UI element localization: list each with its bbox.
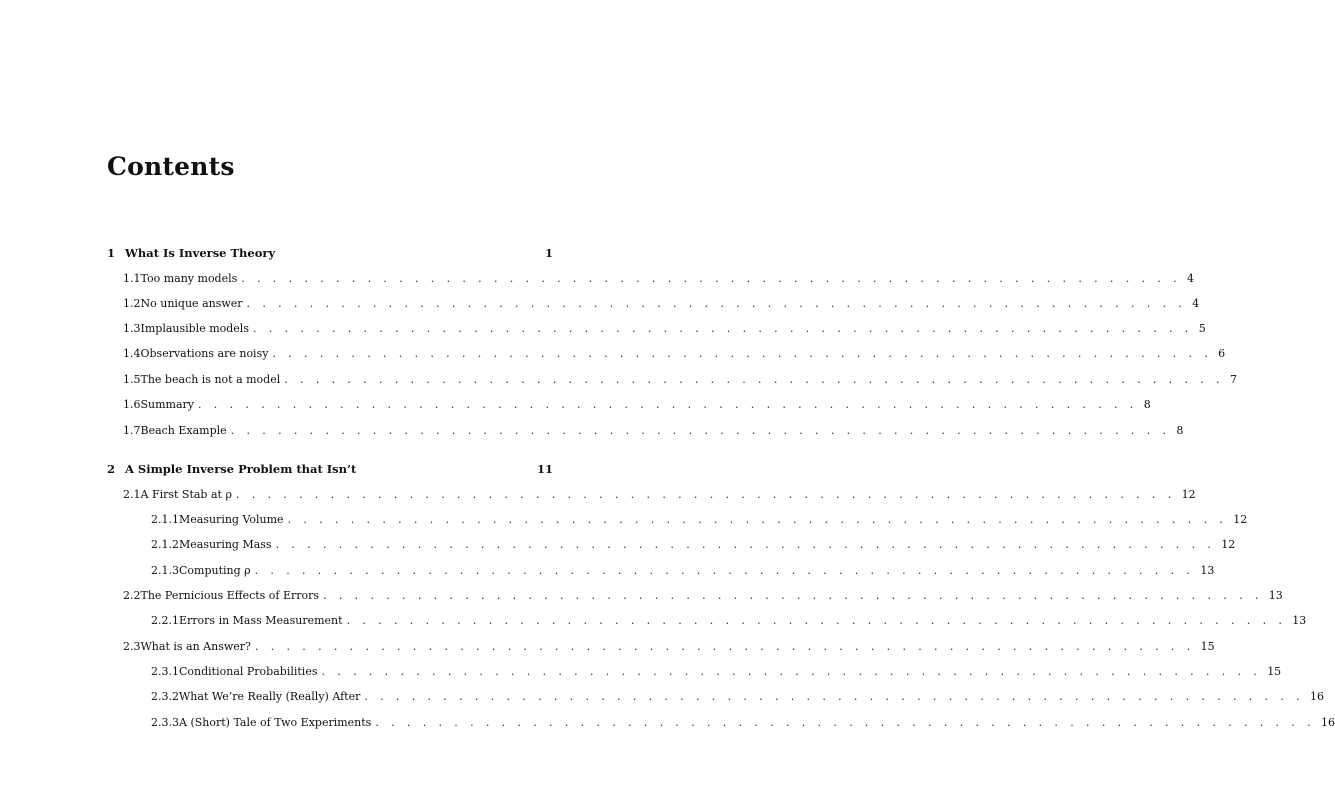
toc-entry-number: 2.3.2: [151, 690, 179, 703]
toc-leader-dots: . . . . . . . . . . . . . . . . . . . . . . . . . . . . . . . . . . . . . . . . . . . . . . . . . . . . . . . . . . . .: [246, 297, 1187, 310]
toc-entry-page-number: 6: [1218, 347, 1226, 360]
toc-entry-page-number: 12: [1181, 488, 1196, 501]
toc-chapter-entry[interactable]: [107, 461, 553, 477]
toc-leader-dots: . . . . . . . . . . . . . . . . . . . . . . . . . . . . . . . . . . . . . . . . . . . . . . . . . . . . . . . . . . . .: [287, 513, 1228, 526]
toc-entry-page-number: 4: [1192, 297, 1200, 310]
toc-leader-dots: . . . . . . . . . . . . . . . . . . . . . . . . . . . . . . . . . . . . . . . . . . . . . . . . . . . . . . . . . . . .: [254, 564, 1195, 577]
toc-entry-page-number: 15: [1267, 665, 1282, 678]
toc-subsection-entry[interactable]: [151, 613, 1307, 629]
toc-entry-title: What Is Inverse Theory: [125, 246, 276, 260]
toc-entry-number: 1: [107, 246, 116, 260]
toc-entry-title: The Pernicious Effects of Errors: [140, 589, 320, 602]
toc-entry-title: What We’re Really (Really) After: [179, 690, 361, 703]
toc-entry-page-number: 13: [1268, 589, 1283, 602]
toc-entry-number: 2.3: [123, 640, 141, 653]
toc-subsection-entry[interactable]: [151, 689, 1325, 705]
toc-entry-title: Conditional Probabilities: [179, 665, 318, 678]
toc-entry-title: A First Stab at ρ: [140, 488, 232, 501]
toc-section-entry[interactable]: [123, 271, 1194, 287]
toc-entry-page-number: 8: [1143, 398, 1151, 411]
toc-entry-title: What is an Answer?: [140, 640, 251, 653]
toc-entry-title: No unique answer: [140, 297, 243, 310]
toc-section-entry[interactable]: [123, 423, 1184, 439]
toc-entry-number: 2.1: [123, 488, 141, 501]
toc-entry-number: 2: [107, 462, 116, 476]
toc-subsection-entry[interactable]: [151, 512, 1248, 528]
toc-entry-page-number: 16: [1321, 716, 1335, 729]
toc-entry-page-number: 8: [1176, 424, 1184, 437]
toc-leader-dots: . . . . . . . . . . . . . . . . . . . . . . . . . . . . . . . . . . . . . . . . . . . . . . . . . . . . . . . . . . . .: [198, 398, 1138, 411]
toc-entry-title: Too many models: [140, 272, 238, 285]
toc-entry-title: A (Short) Tale of Two Experiments: [179, 716, 372, 729]
toc-entry-title: The beach is not a model: [140, 373, 281, 386]
toc-entry-title: Beach Example: [140, 424, 227, 437]
toc-subsection-entry[interactable]: [151, 664, 1282, 680]
toc-entry-title: Implausible models: [140, 322, 249, 335]
toc-chapter-entry[interactable]: [107, 245, 553, 261]
toc-entry-number: 2.2.1: [151, 614, 179, 627]
toc-entry-number: 2.1.3: [151, 564, 179, 577]
toc-entry-title: Measuring Volume: [179, 513, 284, 526]
toc-entry-number: 2.1.1: [151, 513, 179, 526]
toc-subsection-entry[interactable]: [151, 537, 1236, 553]
toc-entry-number: 1.7: [123, 424, 141, 437]
toc-leader-dots: . . . . . . . . . . . . . . . . . . . . . . . . . . . . . . . . . . . . . . . . . . . . . . . . . . . . . . . . . . . .: [275, 538, 1216, 551]
toc-leader-dots: . . . . . . . . . . . . . . . . . . . . . . . . . . . . . . . . . . . . . . . . . . . . . . . . . . . . . . . . . . . .: [252, 322, 1193, 335]
toc-entry-number: 1.5: [123, 373, 141, 386]
toc-entry-title: A Simple Inverse Problem that Isn’t: [125, 462, 357, 476]
toc-entry-page-number: 12: [1233, 513, 1248, 526]
toc-entry-page-number: 15: [1200, 640, 1215, 653]
toc-subsection-entry[interactable]: [151, 715, 1335, 731]
toc-entry-number: 1.6: [123, 398, 141, 411]
toc-entry-title: Observations are noisy: [140, 347, 269, 360]
toc-entry-page-number: 13: [1292, 614, 1307, 627]
toc-entry-page-number: 16: [1310, 690, 1325, 703]
toc-leader-dots: . . . . . . . . . . . . . . . . . . . . . . . . . . . . . . . . . . . . . . . . . . . . . . . . . . . . . . . . . . . .: [254, 640, 1195, 653]
toc-entry-number: 1.2: [123, 297, 141, 310]
toc-leader-dots: . . . . . . . . . . . . . . . . . . . . . . . . . . . . . . . . . . . . . . . . . . . . . . . . . . . . . . . . . . . .: [230, 424, 1171, 437]
toc-entry-title: Computing ρ: [179, 564, 251, 577]
toc-section-entry[interactable]: [123, 588, 1283, 604]
toc-entry-number: 2.1.2: [151, 538, 179, 551]
toc-leader-dots: . . . . . . . . . . . . . . . . . . . . . . . . . . . . . . . . . . . . . . . . . . . . . . . . . . . . . . . . . . . .: [364, 690, 1305, 703]
toc-leader-dots: . . . . . . . . . . . . . . . . . . . . . . . . . . . . . . . . . . . . . . . . . . . . . . . . . . . . . . . . . . . .: [284, 373, 1224, 386]
toc-entry-number: 2.2: [123, 589, 141, 602]
toc-entry-title: Errors in Mass Measurement: [179, 614, 343, 627]
toc-section-entry[interactable]: [123, 639, 1215, 655]
toc-entry-page-number: 12: [1221, 538, 1236, 551]
toc-entry-number: 2.3.1: [151, 665, 179, 678]
toc-entry-number: 2.3.3: [151, 716, 179, 729]
toc-entry-number: 1.3: [123, 322, 141, 335]
toc-leader-dots: . . . . . . . . . . . . . . . . . . . . . . . . . . . . . . . . . . . . . . . . . . . . . . . . . . . . . . . . . . . .: [272, 347, 1213, 360]
toc-entry-number: 1.4: [123, 347, 141, 360]
toc-entry-page-number: 11: [536, 462, 553, 476]
toc-section-entry[interactable]: [123, 296, 1200, 312]
toc-entry-page-number: 5: [1198, 322, 1206, 335]
toc-section-entry[interactable]: [123, 321, 1206, 337]
toc-section-entry[interactable]: [123, 487, 1196, 503]
toc-entry-page-number: 7: [1229, 373, 1237, 386]
toc-subsection-entry[interactable]: [151, 563, 1215, 579]
toc-section-entry[interactable]: [123, 372, 1237, 388]
toc-section-entry[interactable]: [123, 397, 1151, 413]
toc-entry-title: Summary: [140, 398, 195, 411]
toc-leader-dots: . . . . . . . . . . . . . . . . . . . . . . . . . . . . . . . . . . . . . . . . . . . . . . . . . . . . . . . . . . . .: [241, 272, 1181, 285]
toc-entry-page-number: 13: [1200, 564, 1215, 577]
toc-entry-page-number: 1: [544, 246, 553, 260]
toc-entry-title: Measuring Mass: [179, 538, 272, 551]
toc-leader-dots: . . . . . . . . . . . . . . . . . . . . . . . . . . . . . . . . . . . . . . . . . . . . . . . . . . . . . . . . . . . .: [323, 589, 1263, 602]
toc-section-entry[interactable]: [123, 346, 1226, 362]
toc-leader-dots: . . . . . . . . . . . . . . . . . . . . . . . . . . . . . . . . . . . . . . . . . . . . . . . . . . . . . . . . . . . .: [375, 716, 1316, 729]
toc-leader-dots: . . . . . . . . . . . . . . . . . . . . . . . . . . . . . . . . . . . . . . . . . . . . . . . . . . . . . . . . . . . .: [346, 614, 1287, 627]
toc-leader-dots: . . . . . . . . . . . . . . . . . . . . . . . . . . . . . . . . . . . . . . . . . . . . . . . . . . . . . . . . . . . .: [235, 488, 1176, 501]
toc-entry-page-number: 4: [1186, 272, 1194, 285]
toc-leader-dots: . . . . . . . . . . . . . . . . . . . . . . . . . . . . . . . . . . . . . . . . . . . . . . . . . . . . . . . . . . . .: [321, 665, 1262, 678]
toc-entry-number: 1.1: [123, 272, 141, 285]
page-title: Contents: [107, 152, 235, 181]
